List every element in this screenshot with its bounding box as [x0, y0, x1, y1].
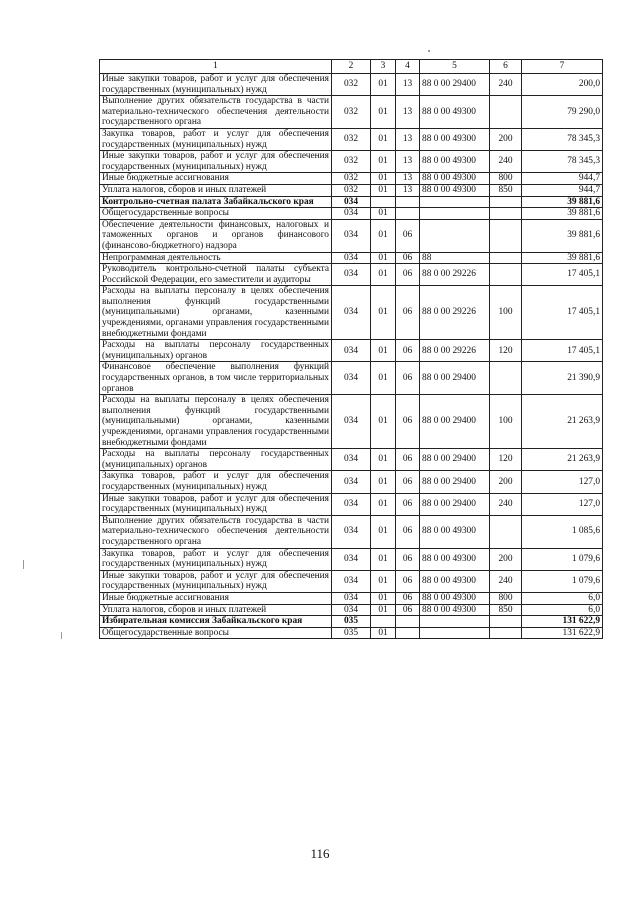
section-code-cell: 01 [371, 264, 396, 286]
expense-name-cell: Иные бюджетные ассигнования [100, 173, 332, 185]
section-code-cell: 01 [371, 627, 396, 639]
section-code-cell: 01 [371, 208, 396, 220]
amount-cell: 127,0 [522, 493, 603, 515]
expense-name-cell: Избирательная комиссия Забайкальского края [100, 616, 332, 628]
amount-cell: 39 881,6 [522, 208, 603, 220]
expense-name-cell: Расходы на выплаты персоналу государственных (муниципальных) органов [100, 340, 332, 362]
subsection-code-cell: 06 [396, 340, 420, 362]
ministry-code-cell: 034 [332, 570, 371, 592]
ministry-code-cell: 034 [332, 362, 371, 395]
amount-cell: 39 881,6 [522, 252, 603, 264]
subsection-code-cell: 06 [396, 219, 420, 252]
table-row [100, 252, 603, 264]
expense-type-cell: 120 [490, 340, 522, 362]
expense-name-cell: Закупка товаров, работ и услуг для обеспечения государственных (муниципальных) нужд [100, 548, 332, 570]
target-article-cell: 88 0 00 29226 [420, 340, 490, 362]
header-cell: 3 [371, 60, 396, 74]
ministry-code-cell: 035 [332, 616, 371, 628]
amount-cell: 78 345,3 [522, 128, 603, 150]
section-code-cell: 01 [371, 173, 396, 185]
subsection-code-cell: 13 [396, 128, 420, 150]
subsection-code-cell: 06 [396, 264, 420, 286]
amount-cell: 79 290,0 [522, 96, 603, 129]
section-code-cell: 01 [371, 340, 396, 362]
ministry-code-cell: 035 [332, 627, 371, 639]
subsection-code-cell: 06 [396, 252, 420, 264]
expense-type-cell: 120 [490, 449, 522, 471]
expense-type-cell [490, 264, 522, 286]
expense-name-cell: Уплата налогов, сборов и иных платежей [100, 604, 332, 616]
header-cell: 2 [332, 60, 371, 74]
expense-type-cell: 240 [490, 74, 522, 96]
section-code-cell [371, 196, 396, 208]
table-header-row [100, 60, 603, 74]
ministry-code-cell: 034 [332, 395, 371, 449]
section-code-cell: 01 [371, 362, 396, 395]
subsection-code-cell: 06 [396, 493, 420, 515]
section-code-cell: 01 [371, 570, 396, 592]
amount-cell: 17 405,1 [522, 340, 603, 362]
amount-cell: 17 405,1 [522, 264, 603, 286]
expense-type-cell: 800 [490, 592, 522, 604]
target-article-cell: 88 0 00 29226 [420, 286, 490, 340]
expense-name-cell: Иные закупки товаров, работ и услуг для обеспечения государственных (муниципальных) нужд [100, 493, 332, 515]
table-row [100, 340, 603, 362]
expense-name-cell: Финансовое обеспечение выполнения функций государственных органов, в том числе территориальных органов [100, 362, 332, 395]
expense-type-cell: 800 [490, 173, 522, 185]
expense-name-cell: Выполнение других обязательств государства в части материально-технического обеспечения деятельности государственного органа [100, 515, 332, 548]
target-article-cell: 88 0 00 29400 [420, 395, 490, 449]
ministry-code-cell: 034 [332, 493, 371, 515]
expense-name-cell: Закупка товаров, работ и услуг для обеспечения государственных (муниципальных) нужд [100, 128, 332, 150]
table-row [100, 151, 603, 173]
table-row [100, 264, 603, 286]
subsection-code-cell [396, 208, 420, 220]
amount-cell: 131 622,9 [522, 627, 603, 639]
table-row [100, 449, 603, 471]
ministry-code-cell: 032 [332, 184, 371, 196]
table-row [100, 395, 603, 449]
subsection-code-cell: 06 [396, 548, 420, 570]
ministry-code-cell: 034 [332, 471, 371, 493]
target-article-cell: 88 0 00 29400 [420, 449, 490, 471]
ministry-code-cell: 034 [332, 592, 371, 604]
subsection-code-cell [396, 196, 420, 208]
subsection-code-cell: 06 [396, 471, 420, 493]
ministry-code-cell: 034 [332, 196, 371, 208]
header-cell: 1 [100, 60, 332, 74]
expense-name-cell: Руководитель контрольно-счетной палаты субъекта Российской Федерации, его заместители и аудиторы [100, 264, 332, 286]
subsection-code-cell: 13 [396, 151, 420, 173]
section-code-cell: 01 [371, 395, 396, 449]
target-article-cell: 88 [420, 252, 490, 264]
subsection-code-cell [396, 627, 420, 639]
subsection-code-cell: 06 [396, 362, 420, 395]
amount-cell: 944,7 [522, 173, 603, 185]
target-article-cell: 88 0 00 49300 [420, 173, 490, 185]
table-row [100, 96, 603, 129]
amount-cell: 1 079,6 [522, 548, 603, 570]
table-row [100, 286, 603, 340]
expense-name-cell: Общегосударственные вопросы [100, 627, 332, 639]
table-row [100, 604, 603, 616]
expense-name-cell: Расходы на выплаты персоналу государственных (муниципальных) органов [100, 449, 332, 471]
expense-type-cell [490, 362, 522, 395]
subsection-code-cell [396, 616, 420, 628]
ministry-code-cell: 034 [332, 548, 371, 570]
target-article-cell [420, 208, 490, 220]
section-code-cell: 01 [371, 604, 396, 616]
table-row [100, 74, 603, 96]
section-code-cell: 01 [371, 96, 396, 129]
expense-name-cell: Расходы на выплаты персоналу в целях обеспечения выполнения функций государственными (муниципальными) органами, казенными учреждениями, органами управления государственными внебюджетными фондами [100, 286, 332, 340]
amount-cell: 21 263,9 [522, 395, 603, 449]
section-code-cell: 01 [371, 252, 396, 264]
table-row [100, 219, 603, 252]
target-article-cell: 88 0 00 49300 [420, 128, 490, 150]
ministry-code-cell: 034 [332, 264, 371, 286]
table-row [100, 493, 603, 515]
target-article-cell: 88 0 00 49300 [420, 151, 490, 173]
target-article-cell: 88 0 00 49300 [420, 548, 490, 570]
ministry-code-cell: 034 [332, 340, 371, 362]
expense-type-cell [490, 219, 522, 252]
table-row [100, 627, 603, 639]
amount-cell: 200,0 [522, 74, 603, 96]
expense-name-cell: Иные закупки товаров, работ и услуг для обеспечения государственных (муниципальных) нужд [100, 570, 332, 592]
expense-name-cell: Выполнение других обязательств государства в части материально-технического обеспечения деятельности государственного органа [100, 96, 332, 129]
expense-type-cell [490, 196, 522, 208]
subsection-code-cell: 13 [396, 74, 420, 96]
table-row [100, 515, 603, 548]
table-row [100, 196, 603, 208]
expense-name-cell: Общегосударственные вопросы [100, 208, 332, 220]
subsection-code-cell: 13 [396, 96, 420, 129]
table-row [100, 616, 603, 628]
scan-mark [428, 50, 430, 52]
header-cell: 4 [396, 60, 420, 74]
subsection-code-cell: 06 [396, 604, 420, 616]
amount-cell: 127,0 [522, 471, 603, 493]
expense-type-cell: 200 [490, 471, 522, 493]
subsection-code-cell: 06 [396, 395, 420, 449]
expense-type-cell: 240 [490, 493, 522, 515]
ministry-code-cell: 034 [332, 252, 371, 264]
section-code-cell: 01 [371, 74, 396, 96]
target-article-cell [420, 616, 490, 628]
table-body [100, 60, 603, 639]
ministry-code-cell: 034 [332, 604, 371, 616]
table-row [100, 592, 603, 604]
section-code-cell [371, 616, 396, 628]
section-code-cell: 01 [371, 592, 396, 604]
table-row [100, 173, 603, 185]
ministry-code-cell: 034 [332, 449, 371, 471]
header-cell: 7 [522, 60, 603, 74]
target-article-cell: 88 0 00 49300 [420, 570, 490, 592]
ministry-code-cell: 032 [332, 74, 371, 96]
amount-cell: 6,0 [522, 592, 603, 604]
subsection-code-cell: 06 [396, 286, 420, 340]
target-article-cell: 88 0 00 49300 [420, 96, 490, 129]
section-code-cell: 01 [371, 286, 396, 340]
ministry-code-cell: 034 [332, 515, 371, 548]
amount-cell: 21 390,9 [522, 362, 603, 395]
header-cell: 5 [420, 60, 490, 74]
expense-name-cell: Иные бюджетные ассигнования [100, 592, 332, 604]
ministry-code-cell: 034 [332, 219, 371, 252]
expense-type-cell: 240 [490, 570, 522, 592]
target-article-cell [420, 196, 490, 208]
amount-cell: 39 881,6 [522, 196, 603, 208]
subsection-code-cell: 06 [396, 570, 420, 592]
section-code-cell: 01 [371, 515, 396, 548]
amount-cell: 6,0 [522, 604, 603, 616]
subsection-code-cell: 13 [396, 173, 420, 185]
expense-type-cell: 200 [490, 128, 522, 150]
section-code-cell: 01 [371, 471, 396, 493]
ministry-code-cell: 032 [332, 151, 371, 173]
target-article-cell: 88 0 00 29400 [420, 471, 490, 493]
target-article-cell: 88 0 00 29226 [420, 264, 490, 286]
subsection-code-cell: 13 [396, 184, 420, 196]
target-article-cell: 88 0 00 49300 [420, 184, 490, 196]
table-row [100, 208, 603, 220]
scan-mark [61, 632, 62, 639]
amount-cell: 39 881,6 [522, 219, 603, 252]
expense-name-cell: Уплата налогов, сборов и иных платежей [100, 184, 332, 196]
target-article-cell [420, 627, 490, 639]
amount-cell: 17 405,1 [522, 286, 603, 340]
target-article-cell: 88 0 00 49300 [420, 604, 490, 616]
target-article-cell: 88 0 00 29400 [420, 362, 490, 395]
ministry-code-cell: 034 [332, 286, 371, 340]
expense-type-cell: 850 [490, 184, 522, 196]
amount-cell: 944,7 [522, 184, 603, 196]
table-row [100, 128, 603, 150]
amount-cell: 1 079,6 [522, 570, 603, 592]
expense-type-cell [490, 208, 522, 220]
ministry-code-cell: 032 [332, 96, 371, 129]
expense-type-cell: 100 [490, 286, 522, 340]
scan-mark [23, 560, 24, 569]
section-code-cell: 01 [371, 548, 396, 570]
target-article-cell: 88 0 00 29400 [420, 74, 490, 96]
amount-cell: 1 085,6 [522, 515, 603, 548]
expense-type-cell [490, 96, 522, 129]
expense-name-cell: Непрограммная деятельность [100, 252, 332, 264]
page-number: 116 [310, 846, 330, 861]
amount-cell: 78 345,3 [522, 151, 603, 173]
amount-cell: 131 622,9 [522, 616, 603, 628]
section-code-cell: 01 [371, 128, 396, 150]
expense-name-cell: Иные закупки товаров, работ и услуг для обеспечения государственных (муниципальных) нужд [100, 151, 332, 173]
expense-type-cell [490, 515, 522, 548]
expense-type-cell: 200 [490, 548, 522, 570]
target-article-cell [420, 219, 490, 252]
expense-type-cell [490, 627, 522, 639]
expense-name-cell: Закупка товаров, работ и услуг для обеспечения государственных (муниципальных) нужд [100, 471, 332, 493]
header-cell: 6 [490, 60, 522, 74]
target-article-cell: 88 0 00 29400 [420, 493, 490, 515]
subsection-code-cell: 06 [396, 449, 420, 471]
expense-name-cell: Контрольно-счетная палата Забайкальского края [100, 196, 332, 208]
expense-type-cell: 240 [490, 151, 522, 173]
ministry-code-cell: 034 [332, 208, 371, 220]
section-code-cell: 01 [371, 449, 396, 471]
section-code-cell: 01 [371, 219, 396, 252]
expense-name-cell: Обеспечение деятельности финансовых, налоговых и таможенных органов и органов финансового (финансово-бюджетного) надзора [100, 219, 332, 252]
table-row [100, 570, 603, 592]
section-code-cell: 01 [371, 493, 396, 515]
expense-type-cell [490, 616, 522, 628]
amount-cell: 21 263,9 [522, 449, 603, 471]
expense-name-cell: Иные закупки товаров, работ и услуг для обеспечения государственных (муниципальных) нужд [100, 74, 332, 96]
expense-type-cell: 100 [490, 395, 522, 449]
table-row [100, 548, 603, 570]
ministry-code-cell: 032 [332, 173, 371, 185]
expense-type-cell [490, 252, 522, 264]
subsection-code-cell: 06 [396, 592, 420, 604]
expense-name-cell: Расходы на выплаты персоналу в целях обеспечения выполнения функций государственными (муниципальными) органами, казенными учреждениями, органами управления государственными внебюджетными фондами [100, 395, 332, 449]
expense-type-cell: 850 [490, 604, 522, 616]
table-row [100, 184, 603, 196]
subsection-code-cell: 06 [396, 515, 420, 548]
table-row [100, 471, 603, 493]
table-row [100, 362, 603, 395]
section-code-cell: 01 [371, 151, 396, 173]
target-article-cell: 88 0 00 49300 [420, 515, 490, 548]
ministry-code-cell: 032 [332, 128, 371, 150]
target-article-cell: 88 0 00 49300 [420, 592, 490, 604]
budget-table [99, 59, 603, 639]
section-code-cell: 01 [371, 184, 396, 196]
